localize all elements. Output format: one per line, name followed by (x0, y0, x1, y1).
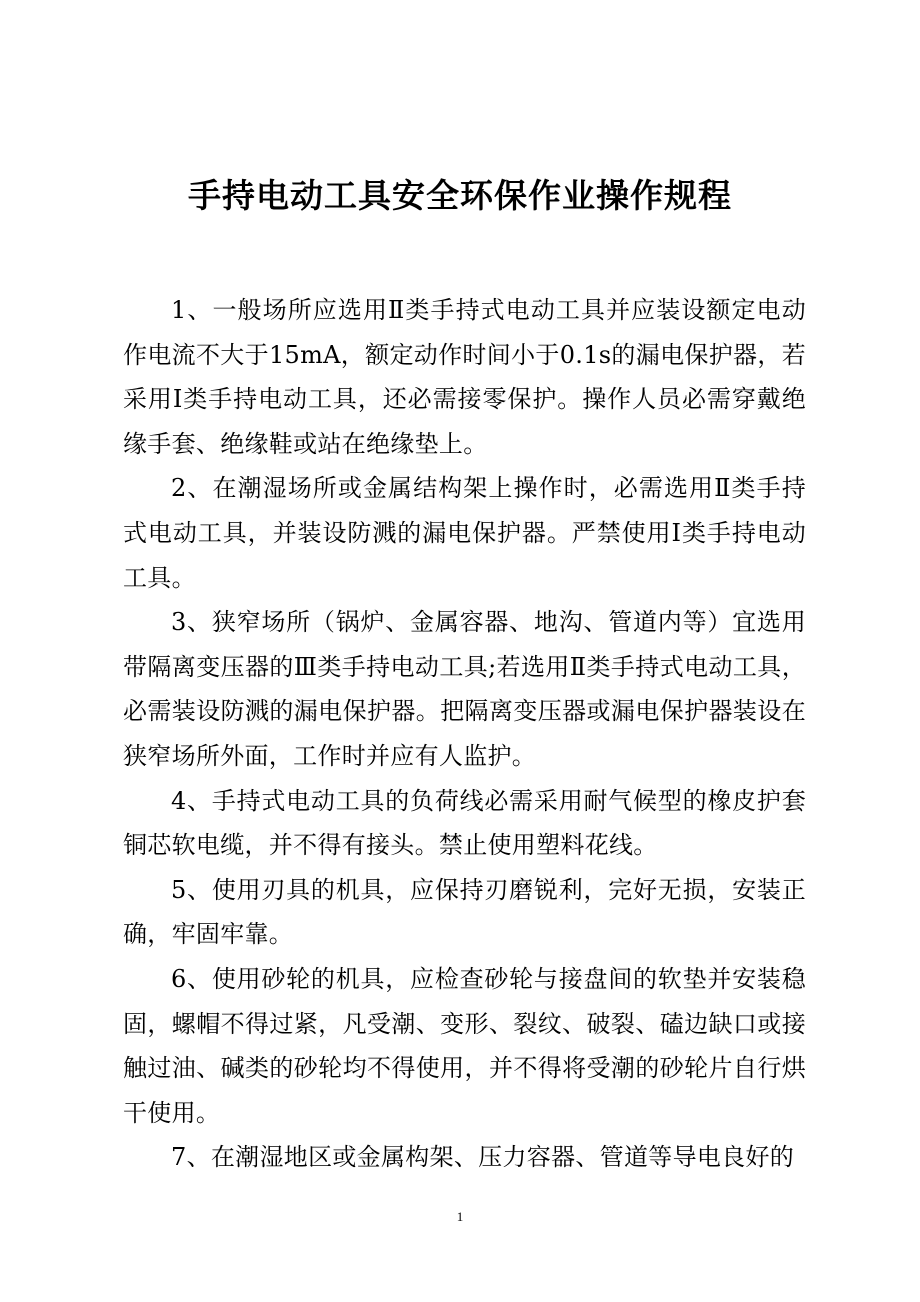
paragraph-2: 2、在潮湿场所或金属结构架上操作时，必需选用Ⅱ类手持式电动工具，并装设防溅的漏电保护器。严禁使用Ⅰ类手持电动工具。 (123, 474, 806, 592)
paragraph-7: 7、在潮湿地区或金属构架、压力容器、管道等导电良好的 (171, 1143, 795, 1172)
document-body (123, 288, 806, 1180)
paragraph-6: 6、使用砂轮的机具，应检查砂轮与接盘间的软垫并安装稳固，螺帽不得过紧，凡受潮、变形、裂纹、破裂、磕边缺口或接触过油、碱类的砂轮均不得使用，并不得将受潮的砂轮片自行烘干使用。 (123, 964, 806, 1127)
paragraph-1: 1、一般场所应选用Ⅱ类手持式电动工具并应装设额定电动作电流不大于15mA，额定动作时间小于0.1s的漏电保护器，若采用Ⅰ类手持电动工具，还必需接零保护。操作人员必需穿戴绝缘手套、绝缘鞋或站在绝缘垫上。 (123, 296, 806, 458)
paragraph-3: 3、狭窄场所（锅炉、金属容器、地沟、管道内等）宜选用带隔离变压器的Ⅲ类手持电动工具;若选用Ⅱ类手持式电动工具，必需装设防溅的漏电保护器。把隔离变压器或漏电保护器装设在狭窄场所外面，工作时并应有人监护。 (123, 608, 806, 770)
paragraph-5: 5、使用刃具的机具，应保持刃磨锐利，完好无损，安装正确，牢固牢靠。 (123, 875, 806, 949)
document-title: 手持电动工具安全环保作业操作规程 (188, 176, 732, 215)
paragraph-4: 4、手持式电动工具的负荷线必需采用耐气候型的橡皮护套铜芯软电缆，并不得有接头。禁止使用塑料花线。 (123, 786, 806, 860)
page-number: 1 (456, 1209, 464, 1224)
